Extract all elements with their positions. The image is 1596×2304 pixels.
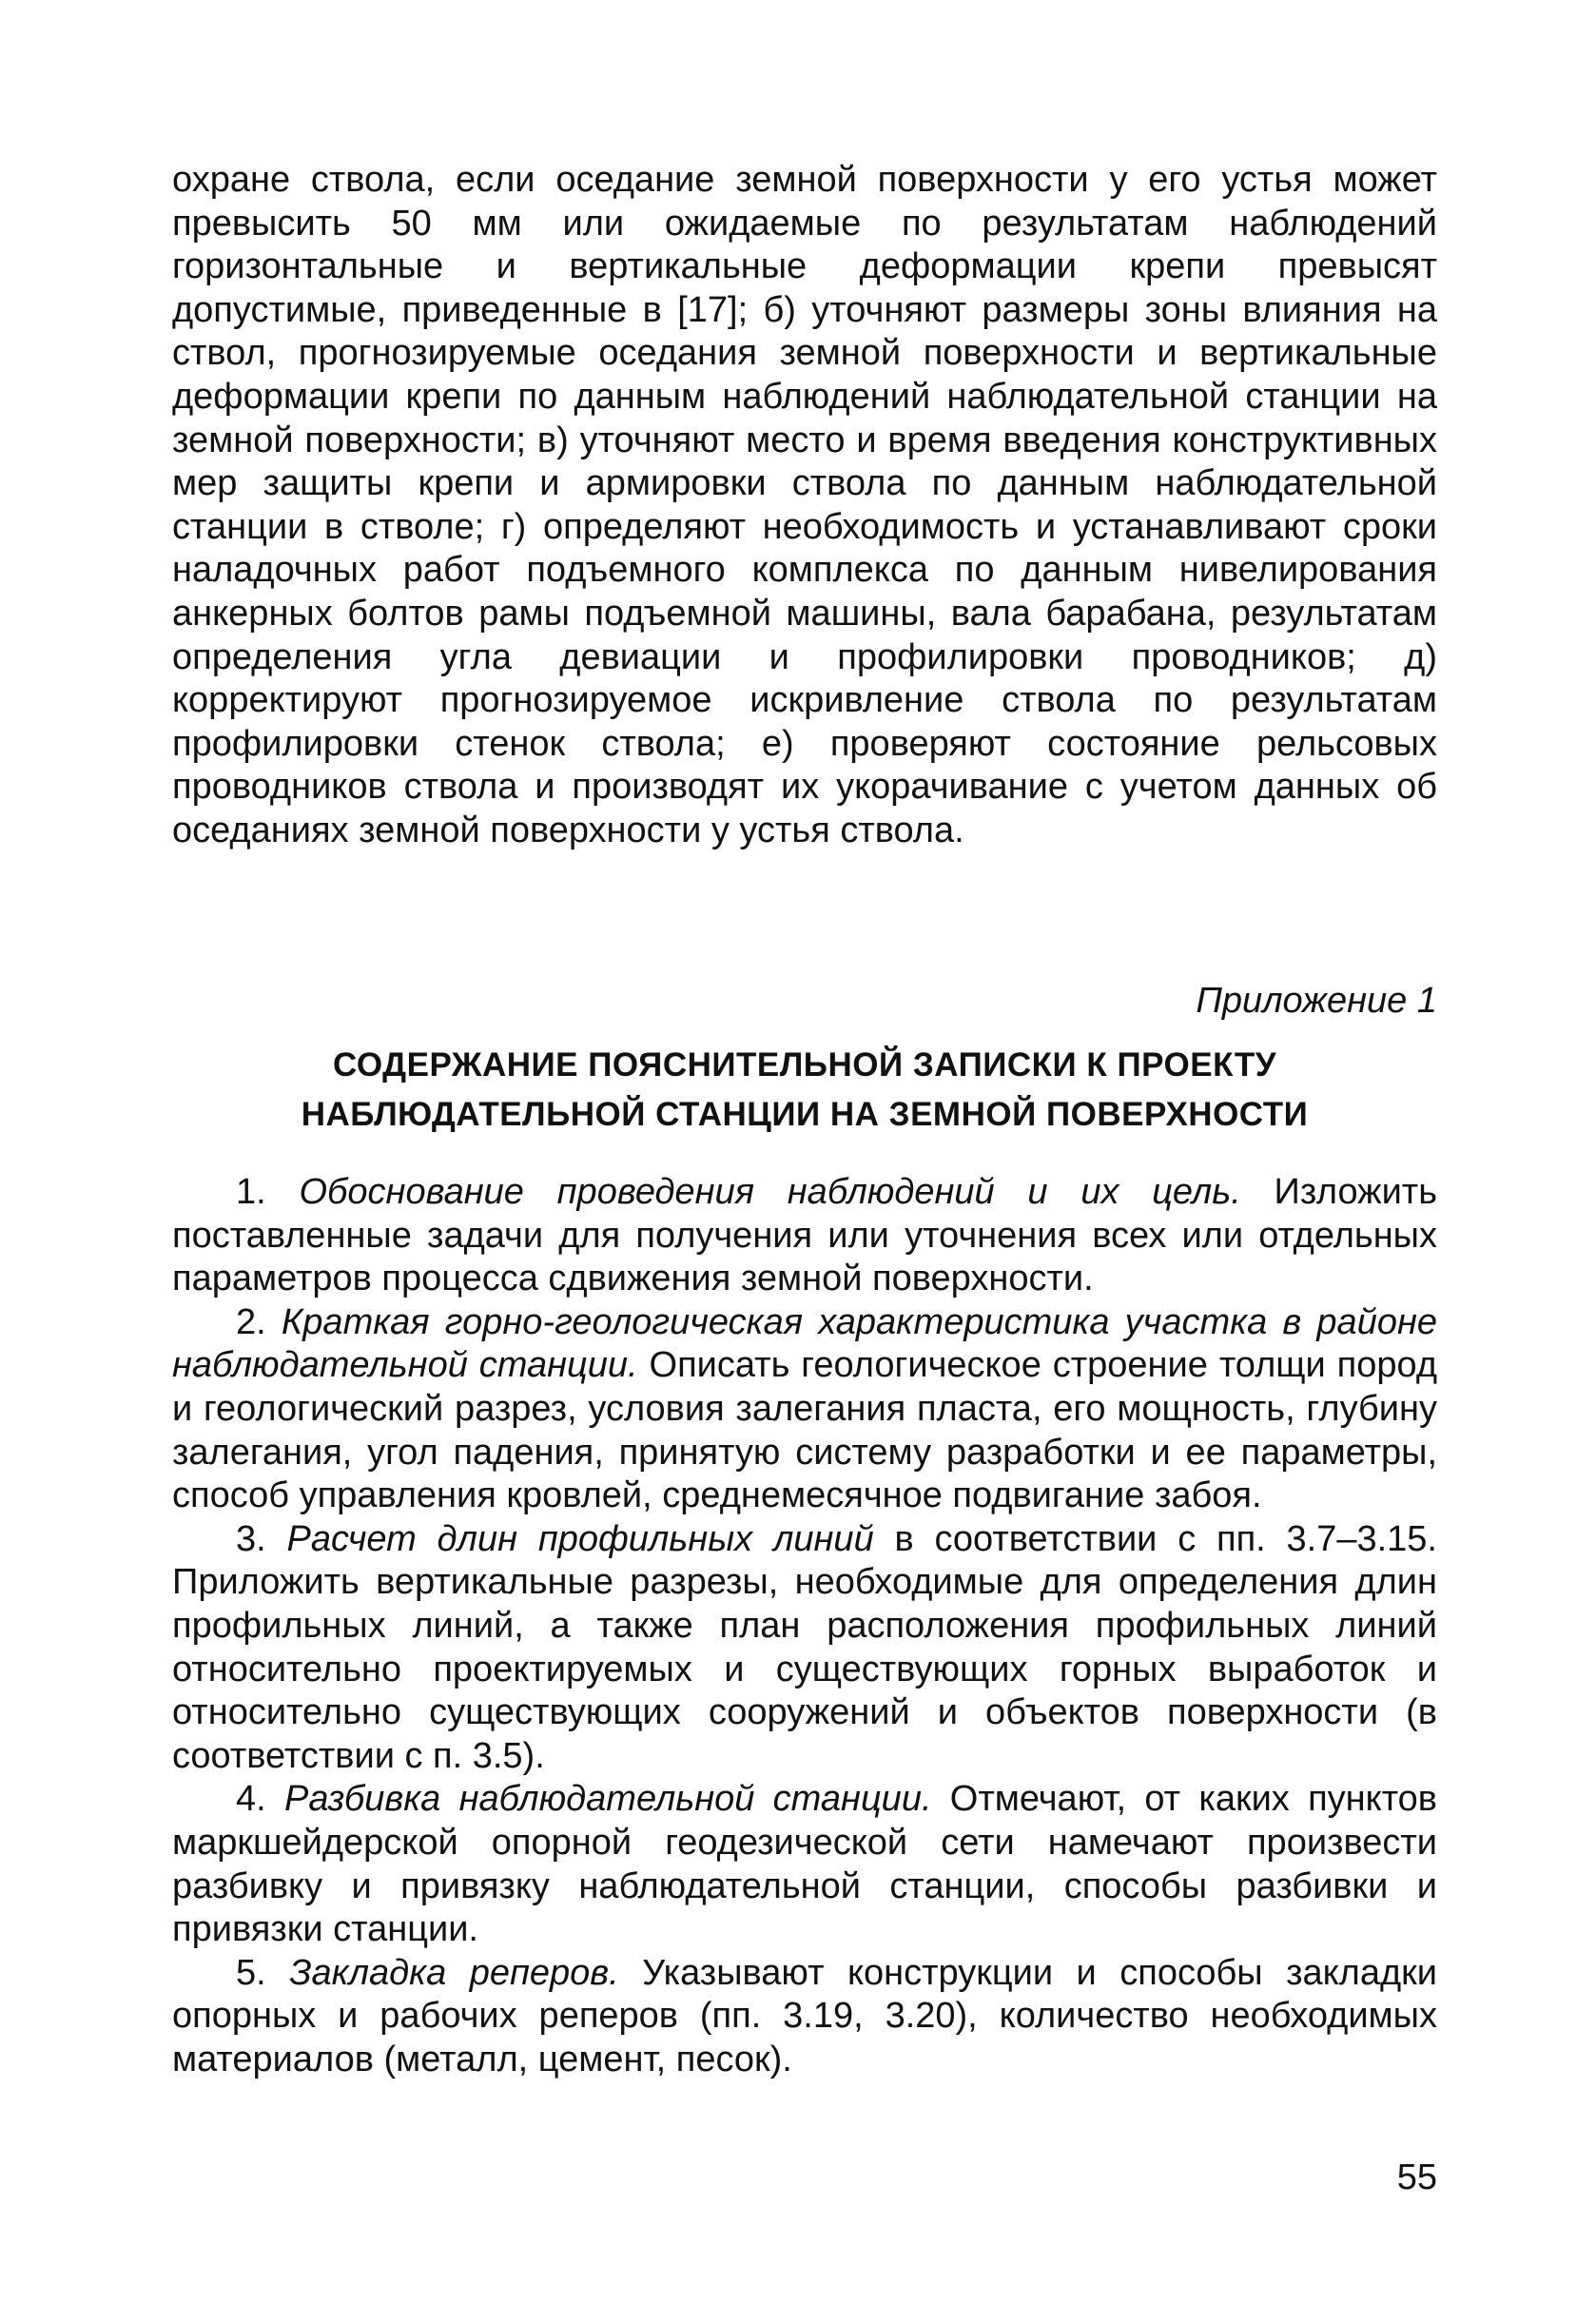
item-text: Отмечают, от каких пунктов маркшейдерской опорной геодезической сети намечают произвести разбивку и привязку наблюдательной станции, способы разбивки и привязки станции. [172,1779,1437,1950]
page-number: 55 [1396,2158,1437,2197]
item-title: Обоснование проведения наблюдений и их цель. [299,1172,1241,1212]
list-item [172,1301,1437,1518]
item-number: 5. [236,1952,266,1993]
section-title-line-1: СОДЕРЖАНИЕ ПОЯСНИТЕЛЬНОЙ ЗАПИСКИ К ПРОЕКТУ [333,1046,1276,1084]
list-item [172,1952,1437,2082]
appendix-label: Приложение 1 [1196,981,1437,1021]
item-text: в соответствии с пп. 3.7–3.15. Приложить вертикальные разрезы, необходимые для определения длин профильных линий, а также план расположения профильных линий относительно проектируемых и существующих горных выработок и относительно существующих сооружений и объектов поверхности (в соответствии с п. 3.5). [172,1518,1437,1776]
item-text: Указывают конструкции и способы закладки опорных и рабочих реперов (пп. 3.19, 3.20), количество необходимых материалов (металл, цемент, песок). [172,1952,1438,2079]
list-item [172,1778,1437,1951]
list-item [172,1518,1437,1779]
item-text: Изложить поставленные задачи для получения или уточнения всех или отдельных параметров процесса сдвижения земной поверхности. [172,1172,1438,1299]
list-item [172,1171,1437,1301]
item-number: 1. [236,1172,266,1212]
item-text: Описать геологическое строение толщи пород и геологический разрез, условия залегания пласта, его мощность, глубину залегания, угол падения, принятую систему разработки и ее параметры, способ управления кровлей, среднемесячное подвигание забоя. [172,1345,1437,1516]
item-title: Закладка реперов. [289,1952,619,1993]
section-title [172,1041,1437,1140]
section-title-line-2: НАБЛЮДАТЕЛЬНОЙ СТАНЦИИ НА ЗЕМНОЙ ПОВЕРХНОСТИ [301,1096,1309,1133]
item-title: Краткая горно-геологическая характеристика участка в районе наблюдательной станции. [172,1301,1438,1386]
item-title: Разбивка наблюдательной станции. [283,1779,932,1820]
numbered-items [172,1171,1437,2081]
continued-text-block [172,159,1437,853]
item-number: 4. [236,1779,266,1820]
item-title: Расчет длин профильных линий [286,1518,874,1559]
item-number: 3. [236,1518,266,1559]
top-paragraph: охране ствола, если оседание земной поверхности у его устья может превысить 50 мм или ожидаемые по результатам наблюдений горизонтальные и вертикальные деформации крепи превысят допустимые, приведенные в [17]; б) уточняют размеры зоны влияния на ствол, прогнозируемые оседания земной поверхности и вертикальные деформации крепи по данным наблюдений наблюдательной станции на земной поверхности; в) уточняют место и время введения конструктивных мер защиты крепи и армировки ствола по данным наблюдательной станции в стволе; г) определяют необходимость и устанавливают сроки наладочных работ подъемного комплекса по данным нивелирования анкерных болтов рамы подъемной машины, вала барабана, результатам определения угла девиации и профилировки проводников; д) корректируют прогнозируемое искривление ствола по результатам профилировки стенок ствола; е) проверяют состояние рельсовых проводников ствола и производят их укорачивание с учетом данных об оседаниях земной поверхности у устья ствола. [172,160,1437,850]
item-number: 2. [236,1301,266,1342]
